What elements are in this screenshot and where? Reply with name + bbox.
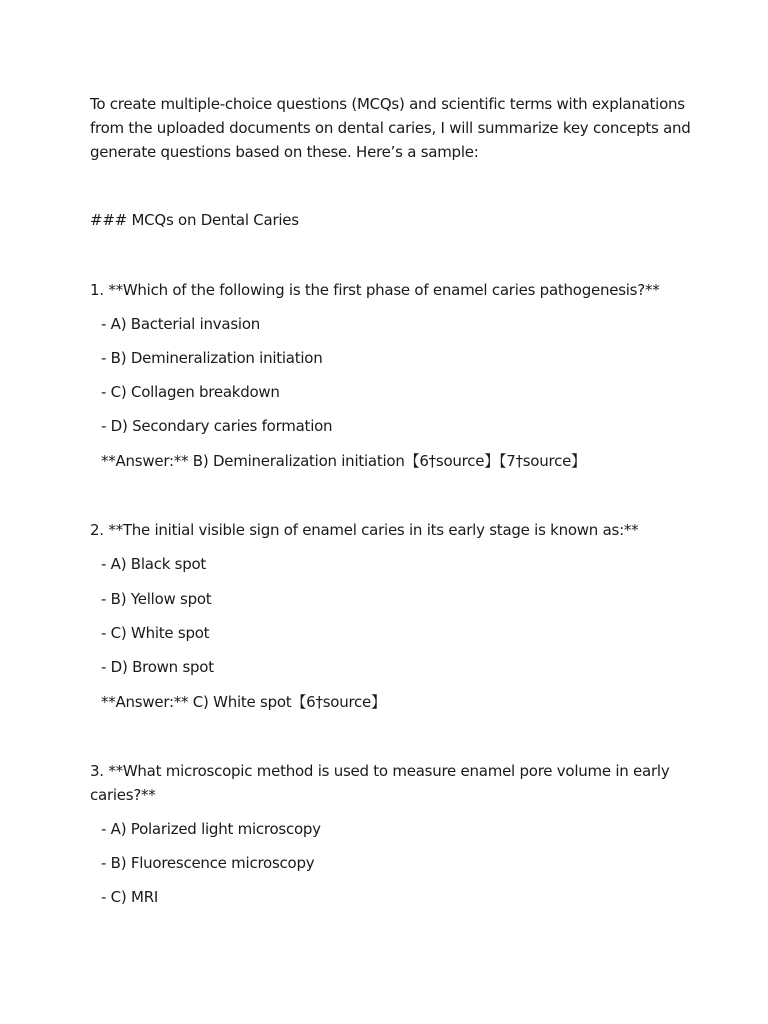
question-3-option-b: - B) Fluorescence microscopy bbox=[101, 854, 315, 872]
question-2-option-b: - B) Yellow spot bbox=[101, 590, 212, 608]
question-1-option-c: - C) Collagen breakdown bbox=[101, 383, 280, 401]
question-3-option-c: - C) MRI bbox=[101, 888, 159, 906]
question-2-answer: **Answer:** C) White spot【6†source】 bbox=[101, 693, 386, 711]
question-2-option-a: - A) Black spot bbox=[101, 555, 207, 573]
question-3-option-a: - A) Polarized light microscopy bbox=[101, 820, 321, 838]
question-2-option-c: - C) White spot bbox=[101, 624, 210, 642]
question-1-option-b: - B) Demineralization initiation bbox=[101, 349, 323, 367]
question-1-option-d: - D) Secondary caries formation bbox=[101, 417, 333, 435]
question-1-answer: **Answer:** B) Demineralization initiation【6†source】【7†source】 bbox=[101, 452, 586, 470]
question-3-text-line-2: caries?** bbox=[90, 786, 156, 804]
section-heading: ### MCQs on Dental Caries bbox=[90, 211, 299, 229]
question-2-option-d: - D) Brown spot bbox=[101, 658, 214, 676]
question-1-option-a: - A) Bacterial invasion bbox=[101, 315, 261, 333]
question-1-text: 1. **Which of the following is the first phase of enamel caries pathogenesis?** bbox=[90, 281, 660, 299]
question-3-text-line-1: 3. **What microscopic method is used to measure enamel pore volume in early bbox=[90, 762, 670, 780]
intro-line-3: generate questions based on these. Here’s a sample: bbox=[90, 143, 479, 161]
intro-line-1: To create multiple-choice questions (MCQs) and scientific terms with explanations bbox=[90, 95, 685, 113]
intro-line-2: from the uploaded documents on dental caries, I will summarize key concepts and bbox=[90, 119, 691, 137]
question-2-text: 2. **The initial visible sign of enamel caries in its early stage is known as:** bbox=[90, 521, 639, 539]
